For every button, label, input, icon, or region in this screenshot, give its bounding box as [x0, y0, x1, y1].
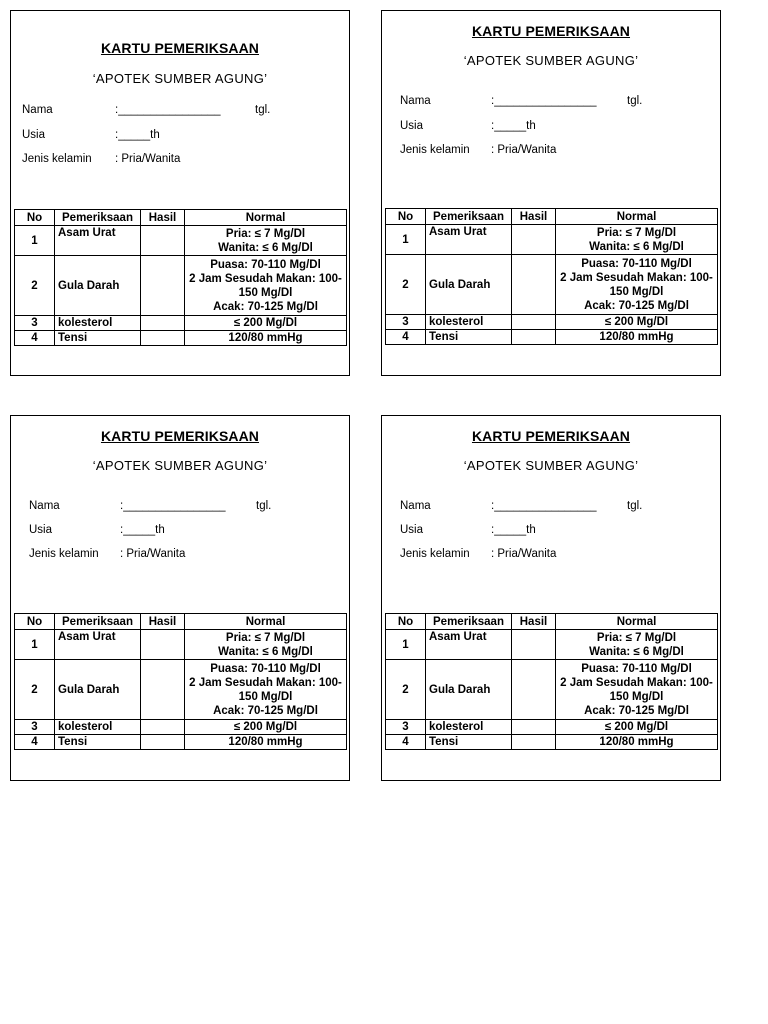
- table-row: [15, 226, 347, 256]
- row-normal: [185, 331, 347, 346]
- card-title: KARTU PEMERIKSAAN: [100, 428, 260, 444]
- exam-table: [14, 613, 347, 750]
- normal-line: Wanita: ≤ 6 Mg/Dl: [589, 240, 684, 253]
- row-hasil-cell[interactable]: [141, 720, 185, 735]
- normal-line: 150 Mg/Dl: [609, 690, 664, 703]
- row-pemeriksaan: Tensi: [55, 331, 141, 346]
- field-label: Nama: [400, 95, 431, 107]
- tgl-label: tgl.: [627, 95, 643, 107]
- normal-line: 120/80 mmHg: [228, 332, 303, 344]
- field-label: Usia: [400, 120, 424, 132]
- exam-card: [10, 415, 350, 781]
- table-row: [15, 735, 347, 750]
- table-row: [15, 316, 347, 331]
- table-header-row: [15, 210, 347, 226]
- row-hasil-cell[interactable]: [141, 316, 185, 331]
- table-row: [15, 660, 347, 720]
- nama-input-line[interactable]: :________________: [491, 500, 597, 512]
- field-label: Nama: [22, 104, 53, 116]
- row-hasil-cell[interactable]: [512, 225, 556, 255]
- row-no: 4: [386, 735, 426, 750]
- row-normal: [556, 255, 718, 315]
- card-title: KARTU PEMERIKSAAN: [471, 23, 631, 39]
- normal-line: Puasa: 70-110 Mg/Dl: [210, 662, 321, 675]
- col-header-pemeriksaan: Pemeriksaan: [426, 614, 512, 630]
- normal-line: 2 Jam Sesudah Makan: 100-: [560, 271, 713, 284]
- row-no: 3: [15, 316, 55, 331]
- field-label: Usia: [29, 524, 53, 536]
- row-no: 2: [15, 256, 55, 316]
- normal-line: ≤ 200 Mg/Dl: [604, 316, 669, 328]
- tgl-label: tgl.: [256, 500, 272, 512]
- row-pemeriksaan: Gula Darah: [55, 660, 141, 720]
- exam-card: [10, 10, 350, 376]
- jenis-kelamin-value: : Pria/Wanita: [115, 153, 181, 165]
- exam-table: [385, 613, 718, 750]
- row-pemeriksaan: kolesterol: [55, 720, 141, 735]
- row-no: 2: [386, 255, 426, 315]
- row-pemeriksaan: Gula Darah: [426, 660, 512, 720]
- row-normal: [556, 315, 718, 330]
- normal-line: Pria: ≤ 7 Mg/Dl: [596, 226, 677, 239]
- usia-input-line[interactable]: :_____th: [491, 524, 536, 536]
- usia-input-line[interactable]: :_____th: [120, 524, 165, 536]
- jenis-kelamin-value: : Pria/Wanita: [491, 144, 557, 156]
- row-hasil-cell[interactable]: [141, 331, 185, 346]
- normal-line: ≤ 200 Mg/Dl: [233, 721, 298, 733]
- usia-input-line[interactable]: :_____th: [491, 120, 536, 132]
- table-header-row: [15, 614, 347, 630]
- row-normal: [185, 660, 347, 720]
- row-pemeriksaan: Tensi: [426, 330, 512, 345]
- row-no: 2: [386, 660, 426, 720]
- row-pemeriksaan: kolesterol: [426, 720, 512, 735]
- col-header-no: No: [386, 614, 426, 630]
- row-no: 3: [386, 315, 426, 330]
- row-pemeriksaan: Asam Urat: [55, 630, 141, 660]
- normal-line: Wanita: ≤ 6 Mg/Dl: [218, 645, 313, 658]
- table-header-row: [386, 614, 718, 630]
- col-header-normal: Normal: [185, 614, 347, 630]
- nama-input-line[interactable]: :________________: [120, 500, 226, 512]
- row-pemeriksaan: Tensi: [426, 735, 512, 750]
- row-normal: [185, 226, 347, 256]
- col-header-hasil: Hasil: [512, 614, 556, 630]
- row-hasil-cell[interactable]: [512, 315, 556, 330]
- normal-line: Acak: 70-125 Mg/Dl: [584, 299, 689, 312]
- normal-line: Puasa: 70-110 Mg/Dl: [210, 258, 321, 271]
- normal-line: Pria: ≤ 7 Mg/Dl: [225, 227, 306, 240]
- normal-line: Acak: 70-125 Mg/Dl: [213, 300, 318, 313]
- normal-line: Pria: ≤ 7 Mg/Dl: [225, 631, 306, 644]
- table-row: [386, 630, 718, 660]
- card-title: KARTU PEMERIKSAAN: [100, 40, 260, 56]
- row-hasil-cell[interactable]: [512, 660, 556, 720]
- col-header-hasil: Hasil: [512, 209, 556, 225]
- col-header-no: No: [386, 209, 426, 225]
- row-hasil-cell[interactable]: [512, 255, 556, 315]
- row-normal: [185, 630, 347, 660]
- exam-card: [381, 10, 721, 376]
- normal-line: Acak: 70-125 Mg/Dl: [213, 704, 318, 717]
- row-no: 1: [386, 225, 426, 255]
- normal-line: 2 Jam Sesudah Makan: 100-: [189, 676, 342, 689]
- row-no: 2: [15, 660, 55, 720]
- row-pemeriksaan: Asam Urat: [426, 225, 512, 255]
- table-header-row: [386, 209, 718, 225]
- table-row: [386, 735, 718, 750]
- usia-input-line[interactable]: :_____th: [115, 129, 160, 141]
- row-pemeriksaan: kolesterol: [55, 316, 141, 331]
- normal-line: Puasa: 70-110 Mg/Dl: [581, 257, 692, 270]
- col-header-no: No: [15, 210, 55, 226]
- col-header-normal: Normal: [556, 614, 718, 630]
- row-normal: [185, 735, 347, 750]
- row-normal: [556, 330, 718, 345]
- row-no: 1: [15, 630, 55, 660]
- field-label: Jenis kelamin: [400, 144, 470, 156]
- table-row: [15, 331, 347, 346]
- normal-line: 120/80 mmHg: [228, 736, 303, 748]
- field-label: Jenis kelamin: [400, 548, 470, 560]
- card-subtitle: ‘APOTEK SUMBER AGUNG’: [92, 458, 268, 473]
- field-label: Usia: [400, 524, 424, 536]
- row-hasil-cell[interactable]: [512, 630, 556, 660]
- exam-table: [385, 208, 718, 345]
- row-hasil-cell[interactable]: [512, 330, 556, 345]
- row-pemeriksaan: Asam Urat: [55, 226, 141, 256]
- normal-line: Acak: 70-125 Mg/Dl: [584, 704, 689, 717]
- exam-card: [381, 415, 721, 781]
- table-row: [386, 330, 718, 345]
- row-normal: [556, 630, 718, 660]
- table-row: [386, 660, 718, 720]
- field-label: Nama: [29, 500, 60, 512]
- normal-line: Wanita: ≤ 6 Mg/Dl: [589, 645, 684, 658]
- normal-line: Puasa: 70-110 Mg/Dl: [581, 662, 692, 675]
- row-pemeriksaan: Gula Darah: [426, 255, 512, 315]
- row-hasil-cell[interactable]: [141, 256, 185, 316]
- row-no: 4: [15, 331, 55, 346]
- row-no: 3: [15, 720, 55, 735]
- row-no: 1: [386, 630, 426, 660]
- col-header-pemeriksaan: Pemeriksaan: [55, 614, 141, 630]
- row-hasil-cell[interactable]: [141, 660, 185, 720]
- row-hasil-cell[interactable]: [141, 735, 185, 750]
- field-label: Jenis kelamin: [29, 548, 99, 560]
- normal-line: 150 Mg/Dl: [238, 690, 293, 703]
- row-normal: [556, 720, 718, 735]
- row-hasil-cell[interactable]: [141, 226, 185, 256]
- jenis-kelamin-value: : Pria/Wanita: [120, 548, 186, 560]
- row-normal: [556, 225, 718, 255]
- tgl-label: tgl.: [255, 104, 271, 116]
- tgl-label: tgl.: [627, 500, 643, 512]
- col-header-normal: Normal: [185, 210, 347, 226]
- table-row: [15, 256, 347, 316]
- jenis-kelamin-value: : Pria/Wanita: [491, 548, 557, 560]
- row-normal: [185, 720, 347, 735]
- normal-line: 2 Jam Sesudah Makan: 100-: [189, 272, 342, 285]
- table-row: [386, 255, 718, 315]
- card-title: KARTU PEMERIKSAAN: [471, 428, 631, 444]
- table-row: [386, 225, 718, 255]
- field-label: Jenis kelamin: [22, 153, 92, 165]
- table-row: [15, 630, 347, 660]
- row-hasil-cell[interactable]: [512, 735, 556, 750]
- normal-line: 120/80 mmHg: [599, 331, 674, 343]
- row-pemeriksaan: Tensi: [55, 735, 141, 750]
- normal-line: ≤ 200 Mg/Dl: [604, 721, 669, 733]
- normal-line: ≤ 200 Mg/Dl: [233, 317, 298, 329]
- nama-input-line[interactable]: :________________: [115, 104, 221, 116]
- row-no: 3: [386, 720, 426, 735]
- row-normal: [185, 316, 347, 331]
- row-no: 1: [15, 226, 55, 256]
- row-normal: [185, 256, 347, 316]
- table-row: [386, 720, 718, 735]
- normal-line: Wanita: ≤ 6 Mg/Dl: [218, 241, 313, 254]
- card-subtitle: ‘APOTEK SUMBER AGUNG’: [463, 458, 639, 473]
- table-row: [386, 315, 718, 330]
- col-header-no: No: [15, 614, 55, 630]
- row-normal: [556, 735, 718, 750]
- row-pemeriksaan: Asam Urat: [426, 630, 512, 660]
- row-hasil-cell[interactable]: [512, 720, 556, 735]
- row-pemeriksaan: Gula Darah: [55, 256, 141, 316]
- row-no: 4: [15, 735, 55, 750]
- table-row: [15, 720, 347, 735]
- normal-line: 2 Jam Sesudah Makan: 100-: [560, 676, 713, 689]
- col-header-pemeriksaan: Pemeriksaan: [55, 210, 141, 226]
- card-subtitle: ‘APOTEK SUMBER AGUNG’: [92, 71, 268, 86]
- normal-line: 120/80 mmHg: [599, 736, 674, 748]
- exam-table: [14, 209, 347, 346]
- nama-input-line[interactable]: :________________: [491, 95, 597, 107]
- row-pemeriksaan: kolesterol: [426, 315, 512, 330]
- field-label: Usia: [22, 129, 46, 141]
- row-no: 4: [386, 330, 426, 345]
- normal-line: 150 Mg/Dl: [238, 286, 293, 299]
- col-header-normal: Normal: [556, 209, 718, 225]
- col-header-hasil: Hasil: [141, 614, 185, 630]
- normal-line: Pria: ≤ 7 Mg/Dl: [596, 631, 677, 644]
- field-label: Nama: [400, 500, 431, 512]
- col-header-hasil: Hasil: [141, 210, 185, 226]
- normal-line: 150 Mg/Dl: [609, 285, 664, 298]
- col-header-pemeriksaan: Pemeriksaan: [426, 209, 512, 225]
- row-normal: [556, 660, 718, 720]
- card-subtitle: ‘APOTEK SUMBER AGUNG’: [463, 53, 639, 68]
- row-hasil-cell[interactable]: [141, 630, 185, 660]
